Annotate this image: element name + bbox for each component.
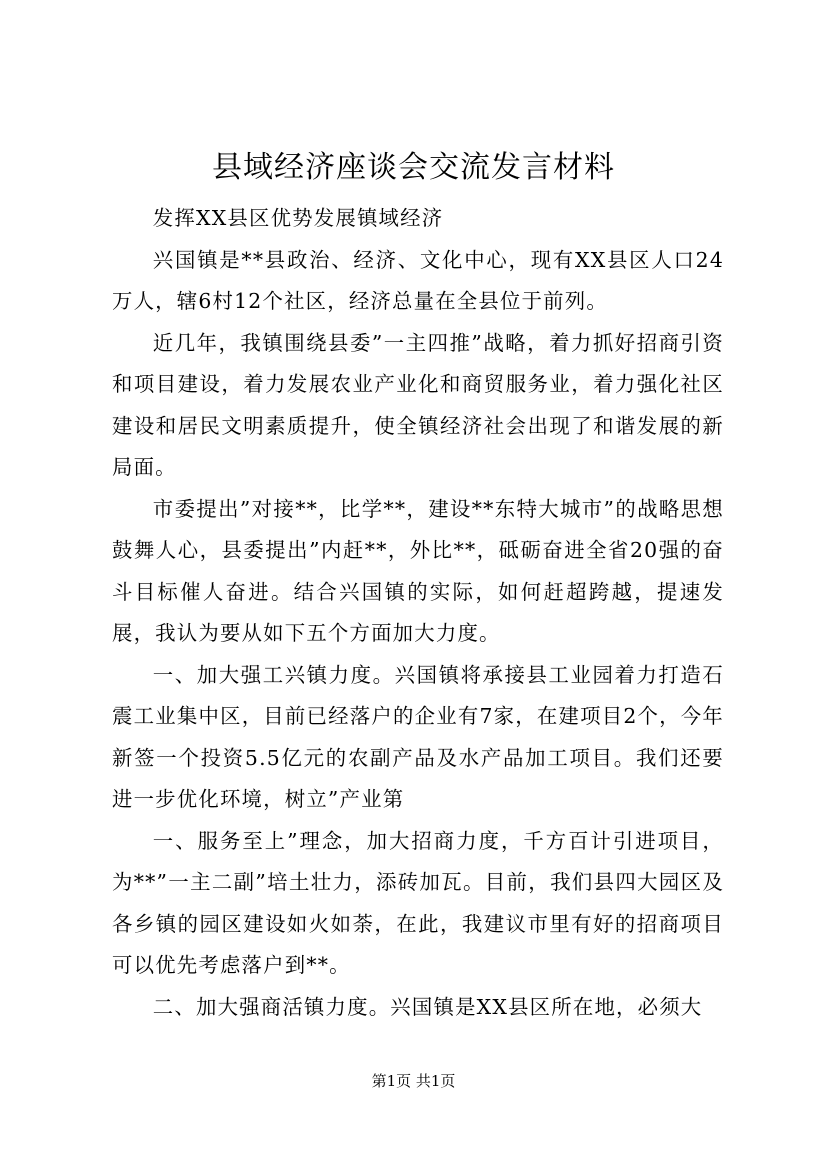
- paragraph: 一、加大强工兴镇力度。兴国镇将承接县工业园着力打造石震工业集中区，目前已经落户的企业有7家，在建项目2个，今年新签一个投资5.5亿元的农副产品及水产品加工项目。我们还要进一步优化环境，树立”产业第: [112, 662, 724, 811]
- paragraph-subtitle: 发挥XX县区优势发展镇域经济: [152, 206, 444, 230]
- document-title: 县域经济座谈会交流发言材料: [212, 150, 615, 185]
- page-footer: 第1页 共1页: [371, 1072, 456, 1090]
- paragraph: 兴国镇是**县政治、经济、文化中心，现有XX县区人口24万人，辖6村12个社区，经济总量在全县位于前列。: [112, 247, 724, 313]
- paragraph: 二、加大强商活镇力度。兴国镇是XX县区所在地，必须大: [152, 994, 703, 1019]
- document-body: [112, 198, 724, 1028]
- paragraph: 近几年，我镇围绕县委”一主四推”战略，着力抓好招商引资和项目建设，着力发展农业产业化和商贸服务业，着力强化社区建设和居民文明素质提升，使全镇经济社会出现了和谐发展的新局面。: [112, 330, 724, 479]
- paragraph: 市委提出”对接**，比学**，建设**东特大城市”的战略思想鼓舞人心，县委提出”内赶**，外比**，砥砺奋进全省20强的奋斗目标催人奋进。结合兴国镇的实际，如何赶超跨越，提速发展，我认为要从如下五个方面加大力度。: [112, 496, 724, 645]
- paragraph: 一、服务至上”理念，加大招商力度，千方百计引进项目，为**”一主二副”培土壮力，添砖加瓦。目前，我们县四大园区及各乡镇的园区建设如火如荼，在此，我建议市里有好的招商项目可以优先考虑落户到**。: [112, 828, 724, 977]
